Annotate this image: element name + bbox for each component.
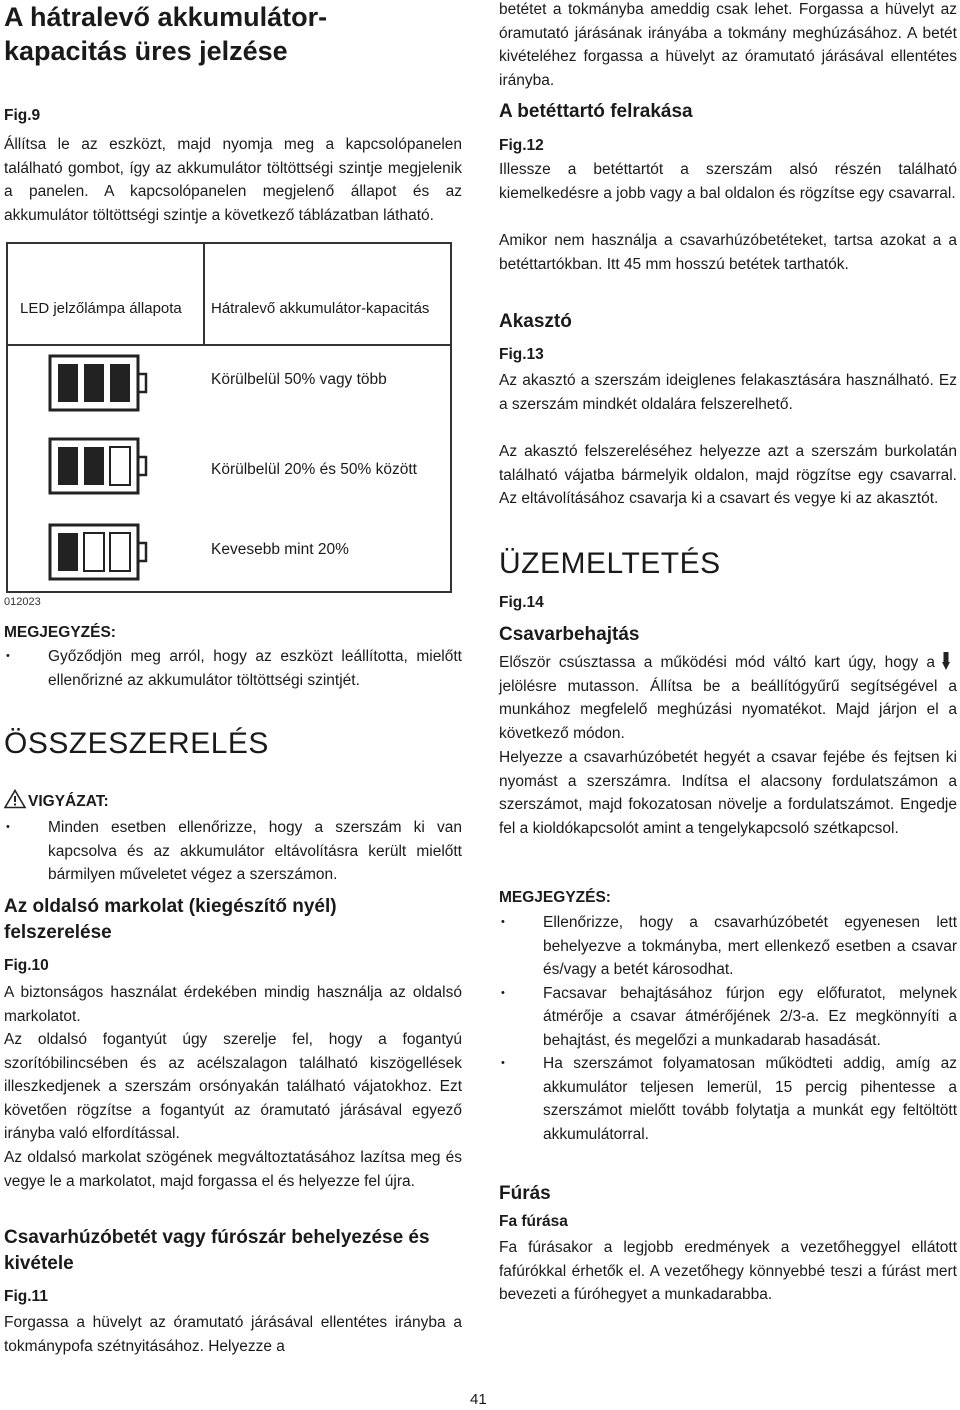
battery-indicator-title: A hátralevő akkumulátor-kapacitás üres jelzése [4,2,328,66]
fig13-label: Fig.13 [499,346,544,363]
wood-drilling-title: Fa fúrása [499,1213,568,1230]
list-item: • Minden esetben ellenőrizze, hogy a szerszám ki van kapcsolva és az akkumulátor eltávolításra került mielőtt bármilyen műveletet végez a szerszámon. [4,816,462,887]
hook-title: Akasztó [499,311,572,332]
caution-list [4,816,462,887]
battery-intro-paragraph: Állítsa le az eszközt, majd nyomja meg a kapcsolópanelen található gombot, így az akkumulátor töltöttségi szintje megjelenik a panelen. A kapcsolópanelen megjelenő állapot és az akkumulátor töltöttségi szintje a következő táblázatban látható. [4,136,462,224]
figure-code: 012023 [4,596,41,608]
screwdriving-notes [499,911,957,1146]
warning-triangle-icon [4,789,26,809]
bit-install-continued: betétet a tokmányba ameddig csak lehet. Forgassa a hüvelyt az óramutató járásának irányába a tokmány meghúzásához. A betét kivételéhez forgassa a hüvelyt az óramutató járásával ellentétes irányba. [499,1,957,89]
screw-mode-icon [939,652,953,670]
note-label: MEGJEGYZÉS: [4,624,116,641]
right-column [499,0,957,1410]
screwdriving-p1-start: Először csúsztassa a működési mód váltó kart úgy, hogy a [499,654,935,671]
left-column-lower [4,0,462,1410]
assembly-heading: ÖSSZESZERELÉS [4,727,269,760]
fig14-label: Fig.14 [499,594,544,611]
note-list [4,645,462,692]
list-item: • Győződjön meg arról, hogy az eszközt leállította, mielőtt ellenőrizné az akkumulátor töltöttségi szintjét. [4,645,462,692]
table-header-led-state: LED jelzőlámpa állapota [20,300,182,317]
hook-p1: Az akasztó a szerszám ideiglenes felakasztására használható. Ez a szerszám mindkét oldalára felszerelhető. [499,372,957,413]
side-handle-p1: A biztonságos használat érdekében mindig használja az oldalsó markolatot. [4,984,462,1025]
screwdriving-title: Csavarbehajtás [499,624,640,645]
fig10-label: Fig.10 [4,957,49,974]
side-handle-p2: Az oldalsó fogantyút úgy szerelje fel, hogy a fogantyú szorítóbilincsében és az acélszalagon található kiszögellések illeszkedjenek a szerszám orsónyakán található vájatokhoz. Ezt követően rögzítse a fogantyút az óramutató járásával egyező irányba való elfordítással. [4,1031,462,1142]
list-item: • Ellenőrizze, hogy a csavarhúzóbetét egyenesen lett behelyezve a tokmányba, mert ellenkező esetben a csavar és/vagy a betét károsodhat. [499,911,957,982]
wood-drilling-paragraph: Fa fúrásakor a legjobb eredmények a vezetőheggyel ellátott fafúrókkal érhetők el. A vezetőhegy könnyebbé teszi a fúrást mert bevezeti a fúróhegyet a munkadarabba. [499,1239,957,1303]
drilling-title: Fúrás [499,1183,551,1204]
note-label-right: MEGJEGYZÉS: [499,889,611,906]
bit-install-paragraph: Forgassa a hüvelyt az óramutató járásával ellentétes irányba a tokmánypofa szétnyitásához. Helyezze a [4,1314,462,1355]
fig11-label: Fig.11 [4,1288,48,1305]
bit-holder-p1: Illessze a betéttartót a szerszám alsó részén található kiemelkedésre a jobb vagy a bal oldalon és rögzítse egy csavarral. [499,161,957,202]
page-number: 41 [470,1391,487,1408]
screwdriving-p1-end: jelölésre mutasson. Állítsa be a beállítógyűrű segítségével a munkához megfelelő meghúzási nyomatékot. Majd járjon el a következő módon. [499,677,957,742]
fig9-label: Fig.9 [4,107,41,124]
capacity-row-2: Körülbelül 20% és 50% között [211,461,417,478]
screwdriving-p2: Helyezze a csavarhúzóbetét hegyét a csavar fejébe és fejtsen ki nyomást a szerszámra. Indítsa el alacsony fordulatszámon a szerszámot, majd fokozatosan növelje a fordulatszámot. Engedje fel a kioldókapcsolót amint a tengelykapcsoló szétkapcsol. [499,749,957,837]
fig12-label: Fig.12 [499,137,544,154]
bit-holder-p2: Amikor nem használja a csavarhúzóbetéteket, tartsa azokat a a betéttartókban. Itt 45 mm hosszú betétek tarthatók. [499,232,957,273]
bit-install-title: Csavarhúzóbetét vagy fúrószár behelyezése és kivétele [4,1227,430,1274]
capacity-row-1: Körülbelül 50% vagy több [211,371,387,388]
table-header-capacity: Hátralevő akkumulátor-kapacitás [211,300,430,317]
list-item: • Ha szerszámot folyamatosan működteti addig, amíg az akkumulátor teljesen lemerül, 15 percig pihentesse a szerszámot mielőtt tovább folytatja a munkát egy feltöltött akkumulátorral. [499,1052,957,1146]
screwdriving-p1 [499,651,957,745]
caution-heading [4,789,109,814]
capacity-row-3: Kevesebb mint 20% [211,541,349,558]
bit-holder-title: A betéttartó felrakása [499,101,693,122]
operation-heading: ÜZEMELTETÉS [499,547,721,580]
hook-p2: Az akasztó felszereléséhez helyezze azt a szerszám burkolatán található vájatba bármelyik oldalon, majd rögzítse egy csavarral. Az eltávolításához csavarja ki a csavart és vegye ki az akasztót. [499,443,957,507]
caution-label: VIGYÁZAT: [28,793,109,810]
side-handle-title: Az oldalsó markolat (kiegészítő nyél) felszerelése [4,896,337,943]
list-item: • Facsavar behajtásához fúrjon egy előfuratot, melynek átmérője a csavar átmérőjének 2/3-a. Ez megkönnyíti a behajtást, és megelőzi a munkadarab hasadását. [499,982,957,1053]
side-handle-p3: Az oldalsó markolat szögének megváltoztatásához lazítsa meg és vegye le a markolatot, majd forgassa el és helyezze fel újra. [4,1149,462,1190]
